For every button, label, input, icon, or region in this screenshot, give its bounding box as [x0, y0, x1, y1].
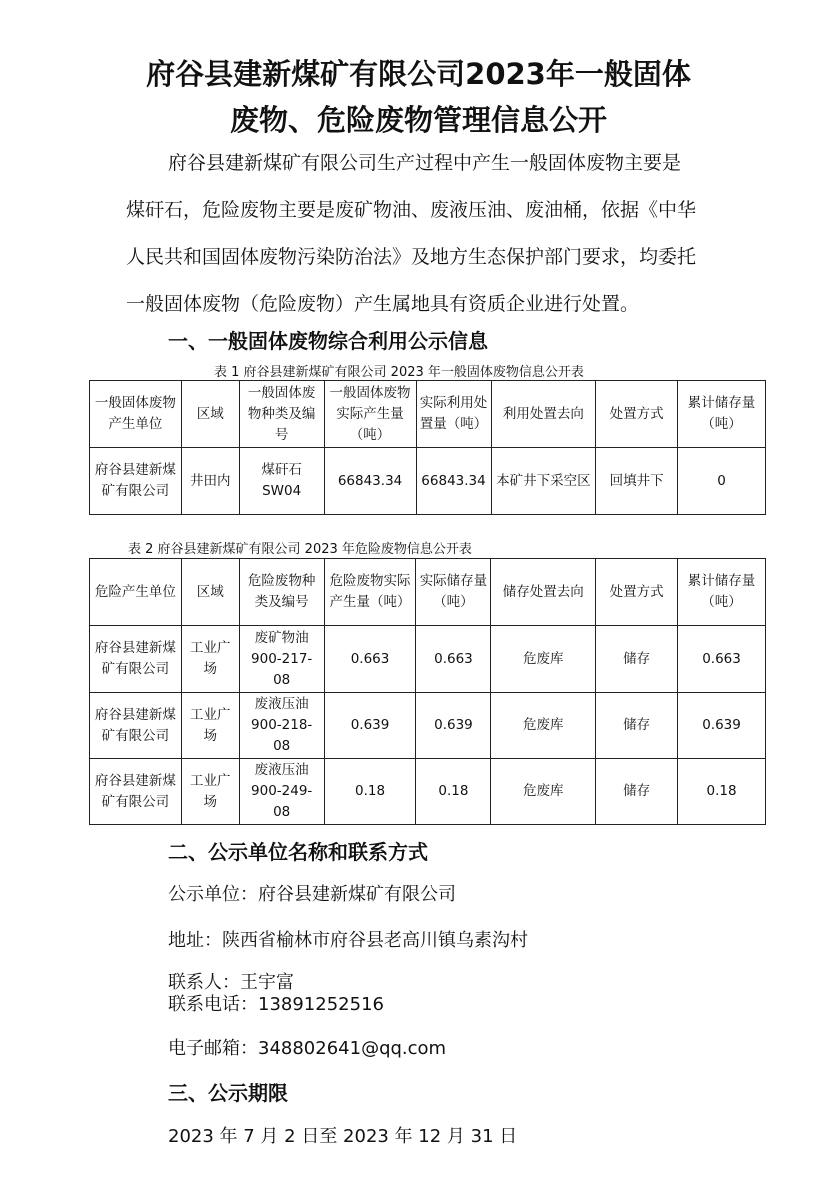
address: 地址：陕西省榆林市府谷县老高川镇乌素沟村: [168, 930, 528, 951]
header-cell: 区域: [181, 381, 239, 448]
table-cell: 危废库: [491, 626, 596, 693]
table-cell: 危废库: [491, 693, 596, 759]
table-cell: 工业广场: [181, 693, 239, 759]
table-header-row: [90, 381, 766, 448]
header-cell: 危险废物实际产生量（吨）: [324, 559, 416, 626]
intro-line: 府谷县建新煤矿有限公司生产过程中产生一般固体废物主要是: [168, 152, 682, 174]
table-cell: 废液压油 900-249-08: [239, 759, 324, 825]
table-cell: 工业广场: [181, 626, 239, 693]
table-cell: 府谷县建新煤矿有限公司: [90, 759, 182, 825]
table-cell: 回填井下: [596, 448, 678, 515]
table-row: [90, 626, 766, 693]
table-row: [90, 693, 766, 759]
intro-line: 煤矸石，危险废物主要是废矿物油、废液压油、废油桶，依据《中华: [126, 199, 697, 221]
intro-paragraph: [126, 140, 716, 328]
contact-person: 联系人：王宇富: [168, 972, 294, 993]
table-cell: 0.18: [324, 759, 416, 825]
header-cell: 累计储存量（吨）: [678, 559, 766, 626]
header-cell: 区域: [181, 559, 239, 626]
table-cell: 0.18: [416, 759, 491, 825]
publisher-unit: 公示单位：府谷县建新煤矿有限公司: [168, 884, 456, 905]
table-cell: 0.639: [678, 693, 766, 759]
table-cell: 储存: [596, 693, 678, 759]
table-cell: 0.18: [678, 759, 766, 825]
section1-heading: 一、一般固体废物综合利用公示信息: [168, 329, 488, 353]
table-cell: 储存: [596, 626, 678, 693]
table-cell: 危废库: [491, 759, 596, 825]
table-cell: 0.639: [324, 693, 416, 759]
header-cell: 累计储存量（吨）: [678, 381, 766, 448]
header-cell: 利用处置去向: [491, 381, 596, 448]
table-cell: 0.663: [416, 626, 491, 693]
table2-caption: 表 2 府谷县建新煤矿有限公司 2023 年危险废物信息公开表: [128, 542, 472, 557]
table-cell: 府谷县建新煤矿有限公司: [90, 693, 182, 759]
table-row: [90, 448, 766, 515]
intro-line: 一般固体废物（危险废物）产生属地具有资质企业进行处置。: [126, 293, 640, 315]
header-cell: 实际储存量（吨）: [416, 559, 491, 626]
contact-email: 电子邮箱：348802641@qq.com: [168, 1038, 447, 1059]
header-cell: 一般固体废物产生单位: [90, 381, 182, 448]
header-cell: 一般固体废物实际产生量（吨）: [324, 381, 416, 448]
table-cell: 废矿物油 900-217-08: [239, 626, 324, 693]
section2-heading: 二、公示单位名称和联系方式: [168, 840, 428, 864]
general-waste-table: [89, 380, 766, 515]
header-cell: 危险废物种类及编号: [239, 559, 324, 626]
table-cell: 井田内: [181, 448, 239, 515]
header-cell: 一般固体废物种类及编号: [239, 381, 324, 448]
table-cell: 废液压油 900-218-08: [239, 693, 324, 759]
doc-title-line1: 府谷县建新煤矿有限公司2023年一般固体: [146, 57, 691, 91]
header-cell: 处置方式: [596, 559, 678, 626]
table-cell: 本矿井下采空区: [491, 448, 596, 515]
header-cell: 储存处置去向: [491, 559, 596, 626]
header-cell: 处置方式: [596, 381, 678, 448]
table-cell: 66843.34: [416, 448, 491, 515]
table-cell: 府谷县建新煤矿有限公司: [90, 448, 182, 515]
table-cell: 煤矸石 SW04: [239, 448, 324, 515]
table-cell: 66843.34: [324, 448, 416, 515]
section3-heading: 三、公示期限: [168, 1081, 288, 1105]
intro-line: 人民共和国固体废物污染防治法》及地方生态保护部门要求，均委托: [126, 246, 697, 268]
header-cell: 危险产生单位: [90, 559, 182, 626]
table-cell: 府谷县建新煤矿有限公司: [90, 626, 182, 693]
table-cell: 0: [678, 448, 766, 515]
table-cell: 储存: [596, 759, 678, 825]
publication-period: 2023 年 7 月 2 日至 2023 年 12 月 31 日: [168, 1126, 518, 1147]
table-cell: 0.639: [416, 693, 491, 759]
table-cell: 0.663: [324, 626, 416, 693]
table-header-row: [90, 559, 766, 626]
table-cell: 0.663: [678, 626, 766, 693]
table1-caption: 表 1 府谷县建新煤矿有限公司 2023 年一般固体废物信息公开表: [214, 365, 584, 380]
table-row: [90, 759, 766, 825]
table-cell: 工业广场: [181, 759, 239, 825]
hazardous-waste-table: [89, 558, 766, 825]
header-cell: 实际利用处置量（吨）: [416, 381, 491, 448]
doc-title-line2: 废物、危险废物管理信息公开: [229, 103, 607, 137]
contact-phone: 联系电话：13891252516: [168, 994, 384, 1015]
